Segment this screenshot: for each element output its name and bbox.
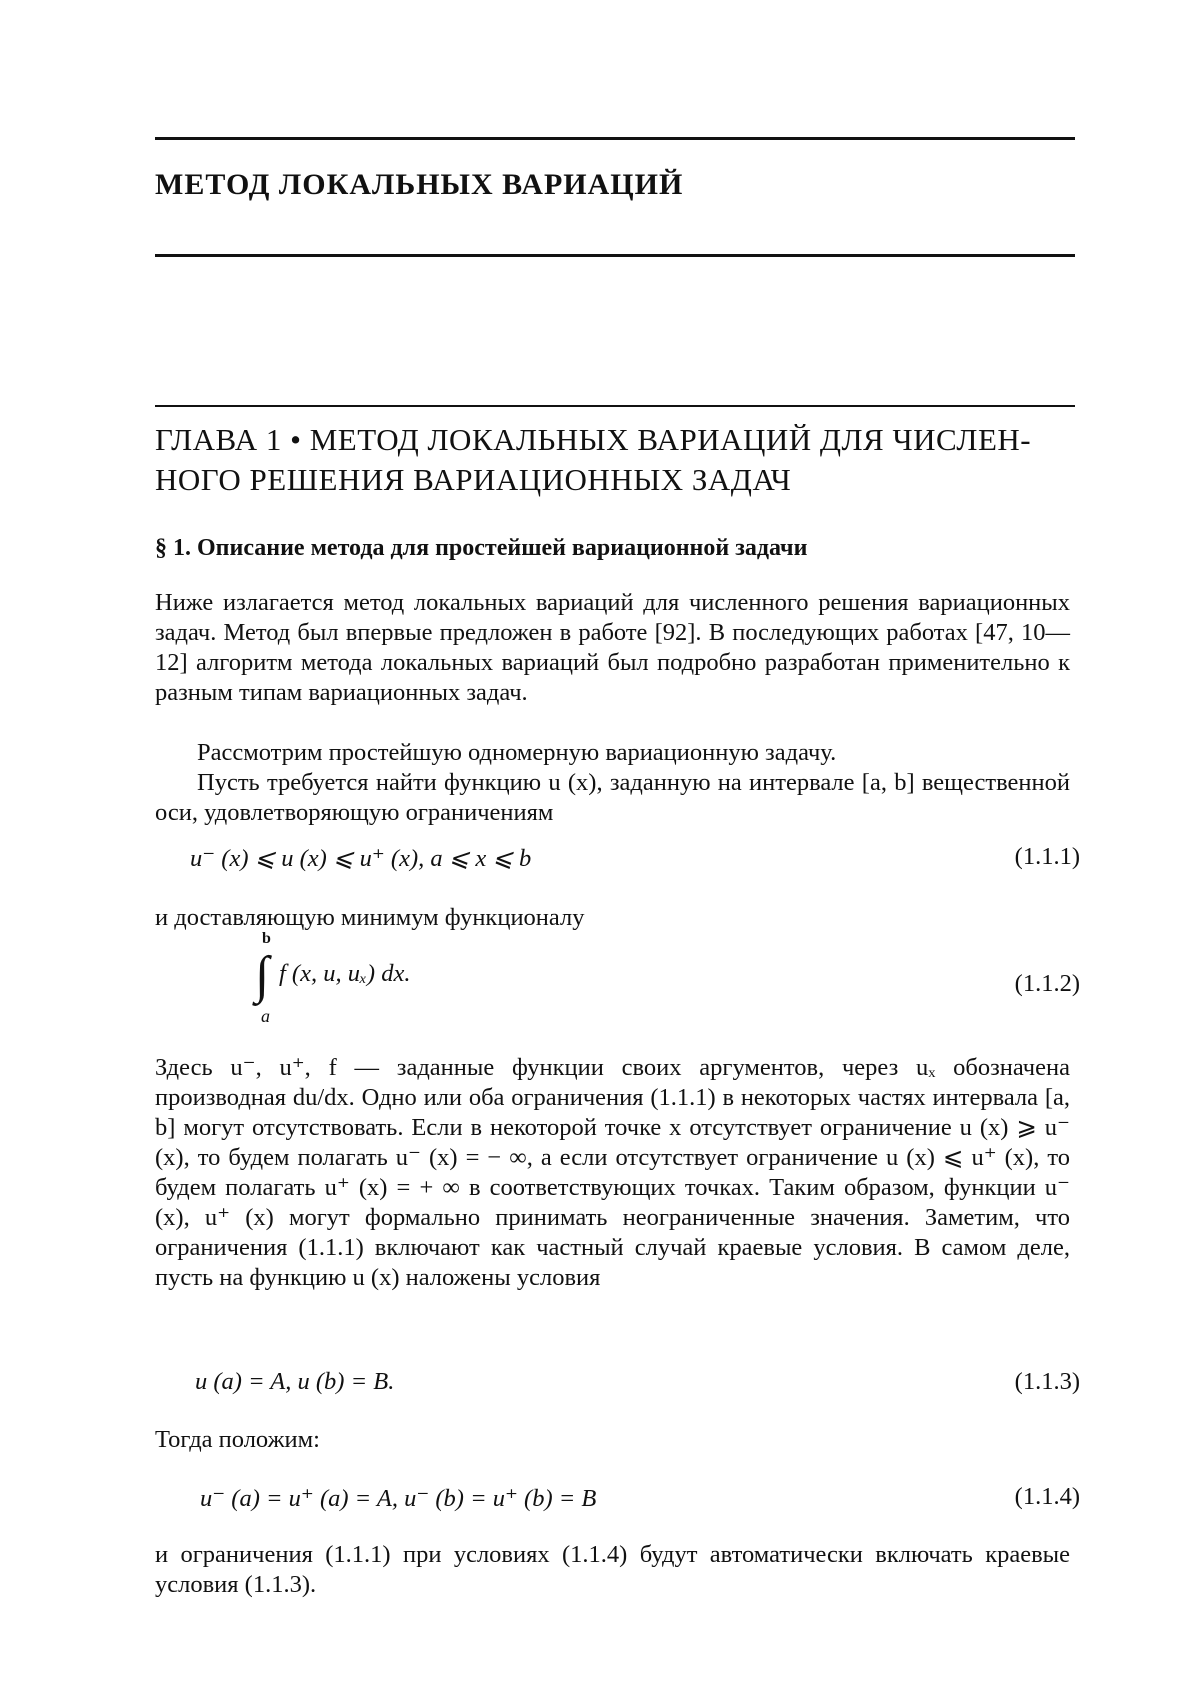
equation-number-1-1-1: (1.1.1) (1014, 843, 1080, 870)
equation-1-1-4: u⁻ (a) = u⁺ (a) = A, u⁻ (b) = u⁺ (b) = B (200, 1485, 597, 1512)
integral-lower-limit: a (261, 1006, 270, 1026)
part-bottom-rule (155, 254, 1075, 257)
paragraph-functional: и доставляющую минимум функционалу (155, 904, 585, 931)
paragraph-conclusion: и ограничения (1.1.1) при условиях (1.1.4) будут автоматически включать краевые условия (1.1.3). (155, 1541, 1070, 1598)
part-title: МЕТОД ЛОКАЛЬНЫХ ВАРИАЦИЙ (155, 168, 684, 201)
equation-1-1-3: u (a) = A, u (b) = B. (195, 1368, 395, 1395)
integral-sign: ∫ (255, 947, 270, 1004)
integrand: f (x, u, uₓ) dx. (279, 960, 411, 987)
equation-number-1-1-2: (1.1.2) (1014, 970, 1080, 997)
paragraph-then: Тогда положим: (155, 1426, 320, 1453)
paragraph-definitions: Здесь u⁻, u⁺, f — заданные функции своих аргументов, через uₓ обозначена производная du/dx. Одно или оба ограничения (1.1.1) в некоторых частях интервала [a, b] могут отсутствовать. Если в некоторой точке x отсутствует ограничение u (x) ⩾ u⁻ (x), то будем полагать u⁻ (x) = − ∞, а если отсутствует ограничение u (x) ⩽ u⁺ (x), то будем полагать u⁺ (x) = + ∞ в соответствующих точках. Таким образом, функции u⁻ (x), u⁺ (x) могут формально принимать неограниченные значения. Заметим, что ограничения (1.1.1) включают как частный случай краевые условия. В самом деле, пусть на функцию u (x) наложены условия (155, 1054, 1070, 1291)
equation-1-1-1: u⁻ (x) ⩽ u (x) ⩽ u⁺ (x), a ⩽ x ⩽ b (190, 845, 532, 872)
chapter-top-rule (155, 405, 1075, 407)
paragraph-intro: Ниже излагается метод локальных вариаций для численного решения вариационных задач. Метод был впервые предложен в работе [92]. В последующих работах [47, 10—12] алгоритм метода локальных вариаций был подробно разработан применительно к разным типам вариационных задач. (155, 589, 1070, 706)
equation-number-1-1-3: (1.1.3) (1014, 1368, 1080, 1395)
equation-number-1-1-4: (1.1.4) (1014, 1483, 1080, 1510)
integral-upper-limit: b (262, 930, 271, 947)
paragraph-constraints: Пусть требуется найти функцию u (x), заданную на интервале [a, b] вещественной оси, удовлетворяющую ограничениям (155, 769, 1070, 826)
paragraph-problem: Рассмотрим простейшую одномерную вариационную задачу. (197, 739, 837, 766)
section-title: § 1. Описание метода для простейшей вариационной задачи (155, 535, 808, 561)
chapter-title: ГЛАВА 1 • МЕТОД ЛОКАЛЬНЫХ ВАРИАЦИЙ ДЛЯ ЧИСЛЕН-НОГО РЕШЕНИЯ ВАРИАЦИОННЫХ ЗАДАЧ (155, 422, 1032, 497)
top-rule (155, 137, 1075, 140)
